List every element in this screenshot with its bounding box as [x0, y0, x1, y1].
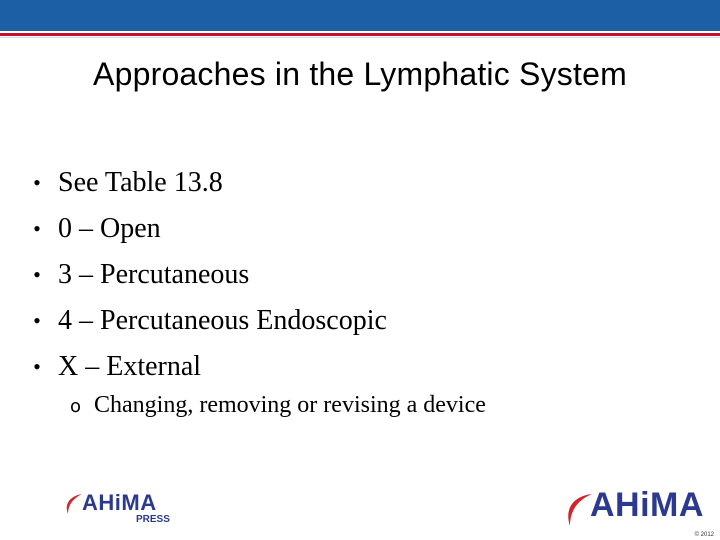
bullet-text: 3 – Percutaneous: [58, 259, 250, 290]
press-logo-wordmark: AHiMA: [82, 490, 157, 515]
sub-bullet-marker: o: [70, 396, 82, 417]
copyright-notice: © 2012: [694, 532, 714, 538]
bullet-dot: •: [33, 308, 41, 333]
header-accent-rule: [0, 33, 720, 36]
ahima-logo-wordmark: AHiMA: [590, 486, 704, 524]
ahima-logo: [560, 486, 704, 530]
top-header-band: [0, 0, 720, 31]
bullet-dot: •: [33, 262, 41, 287]
bullet-dot: •: [33, 354, 41, 379]
bullet-text: 0 – Open: [58, 213, 161, 244]
bullet-text: X – External: [58, 351, 202, 382]
bullet-text: See Table 13.8: [58, 167, 223, 198]
bullet-text: 4 – Percutaneous Endoscopic: [58, 305, 387, 336]
bullet-dot: •: [33, 216, 41, 241]
swoosh-icon: [62, 490, 84, 516]
bullet-dot: •: [33, 170, 41, 195]
header-divider: [0, 37, 720, 38]
slide-title: Approaches in the Lymphatic System: [93, 56, 627, 92]
sub-bullet-text: Changing, removing or revising a device: [94, 392, 486, 418]
press-logo-subtitle: PRESS: [136, 514, 170, 525]
ahima-press-logo: [62, 490, 174, 530]
sub-bullet: [70, 392, 486, 419]
